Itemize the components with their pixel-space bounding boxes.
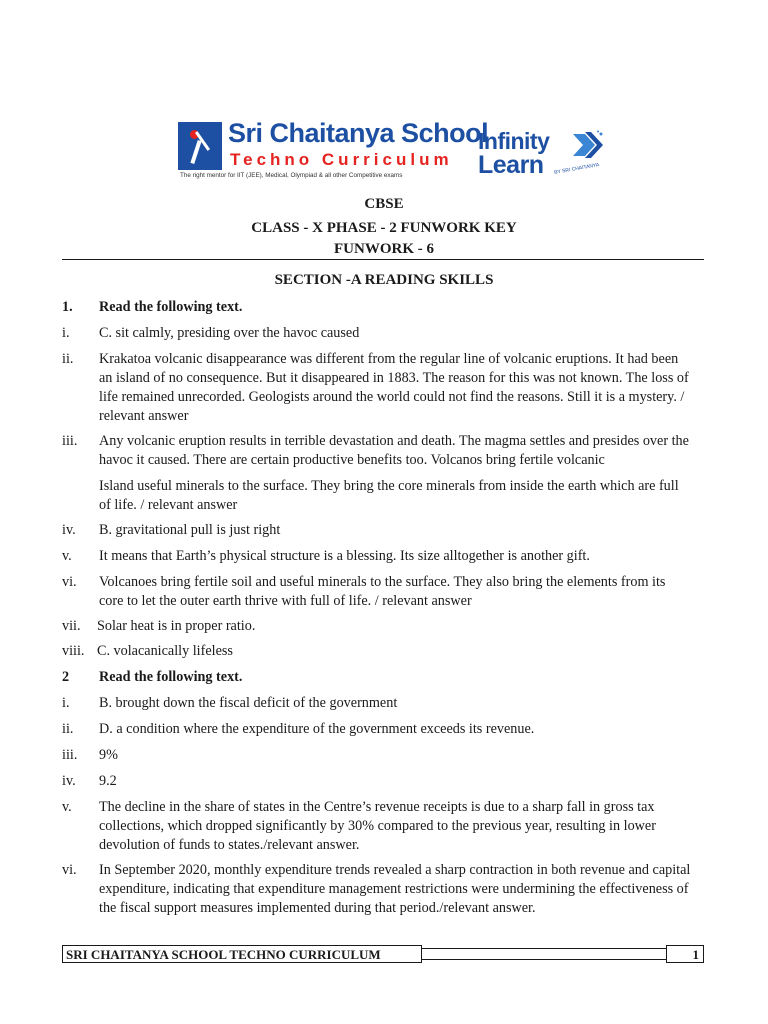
footer-label: SRI CHAITANYA SCHOOL TECHNO CURRICULUM [62,945,422,963]
infinity-learn-logo [476,124,616,184]
page-number: 1 [666,945,704,963]
answer-line: expenditure, indicating that expenditure management restrictions were undermining the effectiveness of [99,881,689,897]
funwork-title: FUNWORK - 6 [334,241,434,257]
answer-line: devolution of funds to states./relevant answer. [99,837,360,853]
item-number: i. [62,695,70,711]
item-number: v. [62,799,72,815]
item-number: iii. [62,747,78,763]
item-number: vi. [62,862,77,878]
answer-line: the fiscal support measures implemented during that period./relevant answer. [99,900,536,916]
item-number: v. [62,548,72,564]
section-heading: SECTION -A READING SKILLS [274,272,494,288]
sri-chaitanya-logo [178,118,489,182]
footer-rule-top [422,948,666,949]
answer-line: havoc it caused. There are certain productive benefits too. Volcanos bring fertile volcanic [99,452,605,468]
answer-line: B. gravitational pull is just right [99,522,281,538]
answer-line: The decline in the share of states in the Centre’s revenue receipts is due to a sharp fall in gross tax [99,799,655,815]
answer-line: Solar heat is in proper ratio. [97,618,256,634]
answer-line: 9% [99,747,118,763]
answer-line: It means that Earth’s physical structure is a blessing. Its size alltogether is another gift. [99,548,590,564]
answer-line: an island of no consequence. But it disappeared in 1883. The reason for this was not known. The loss of [99,370,689,386]
logo-emblem-icon [178,122,222,170]
answer-line: D. a condition where the expenditure of the government exceeds its revenue. [99,721,535,737]
question-heading: Read the following text. [99,669,243,685]
answer-line: B. brought down the fiscal deficit of the government [99,695,398,711]
question-number: 1. [62,299,73,315]
school-tagline: The right mentor for IIT (JEE), Medical, Olympiad & all other Competitive exams [180,172,403,179]
item-number: viii. [62,643,85,659]
answer-line: Island useful minerals to the surface. They bring the core minerals from inside the earth which are full [99,478,679,494]
answer-line: life remained unrecorded. Geologists around the world could not find the reasons. Still it is a mystery. / [99,389,685,405]
answer-line: of life. / relevant answer [99,497,238,513]
item-number: iii. [62,433,78,449]
school-subtitle: Techno Curriculum [230,150,453,169]
item-number: i. [62,325,70,341]
answer-line: In September 2020, monthly expenditure trends revealed a sharp contraction in both revenue and capital [99,862,691,878]
chevron-icon [571,130,605,160]
answer-line: Any volcanic eruption results in terrible devastation and death. The magma settles and presides over the [99,433,689,449]
question-number: 2 [62,669,70,685]
title-divider [62,259,704,260]
partner-by: BY SRI CHAITANYA [553,162,600,176]
answer-line: collections, which dropped significantly by 30% compared to the previous year, resulting in lower [99,818,656,834]
answer-line: core to let the outer earth thrive with full of life. / relevant answer [99,593,472,609]
answer-line: Krakatoa volcanic disappearance was different from the regular line of volcanic eruptions. It had been [99,351,679,367]
answer-line: C. volacanically lifeless [97,643,233,659]
item-number: ii. [62,351,74,367]
item-number: vi. [62,574,77,590]
item-number: vii. [62,618,81,634]
footer-rule-bottom [422,959,666,960]
item-number: iv. [62,522,76,538]
answer-line: Volcanoes bring fertile soil and useful minerals to the surface. They also bring the elements from its [99,574,666,590]
answer-line: relevant answer [99,408,189,424]
answer-line: 9.2 [99,773,117,789]
class-title: CLASS - X PHASE - 2 FUNWORK KEY [251,220,517,236]
item-number: ii. [62,721,74,737]
partner-line1: Infinity [478,128,550,154]
partner-line2: Learn [478,151,544,179]
answer-line: C. sit calmly, presiding over the havoc caused [99,325,360,341]
question-heading: Read the following text. [99,299,243,315]
item-number: iv. [62,773,76,789]
board-title: CBSE [364,196,404,212]
school-name: Sri Chaitanya School [228,118,489,148]
